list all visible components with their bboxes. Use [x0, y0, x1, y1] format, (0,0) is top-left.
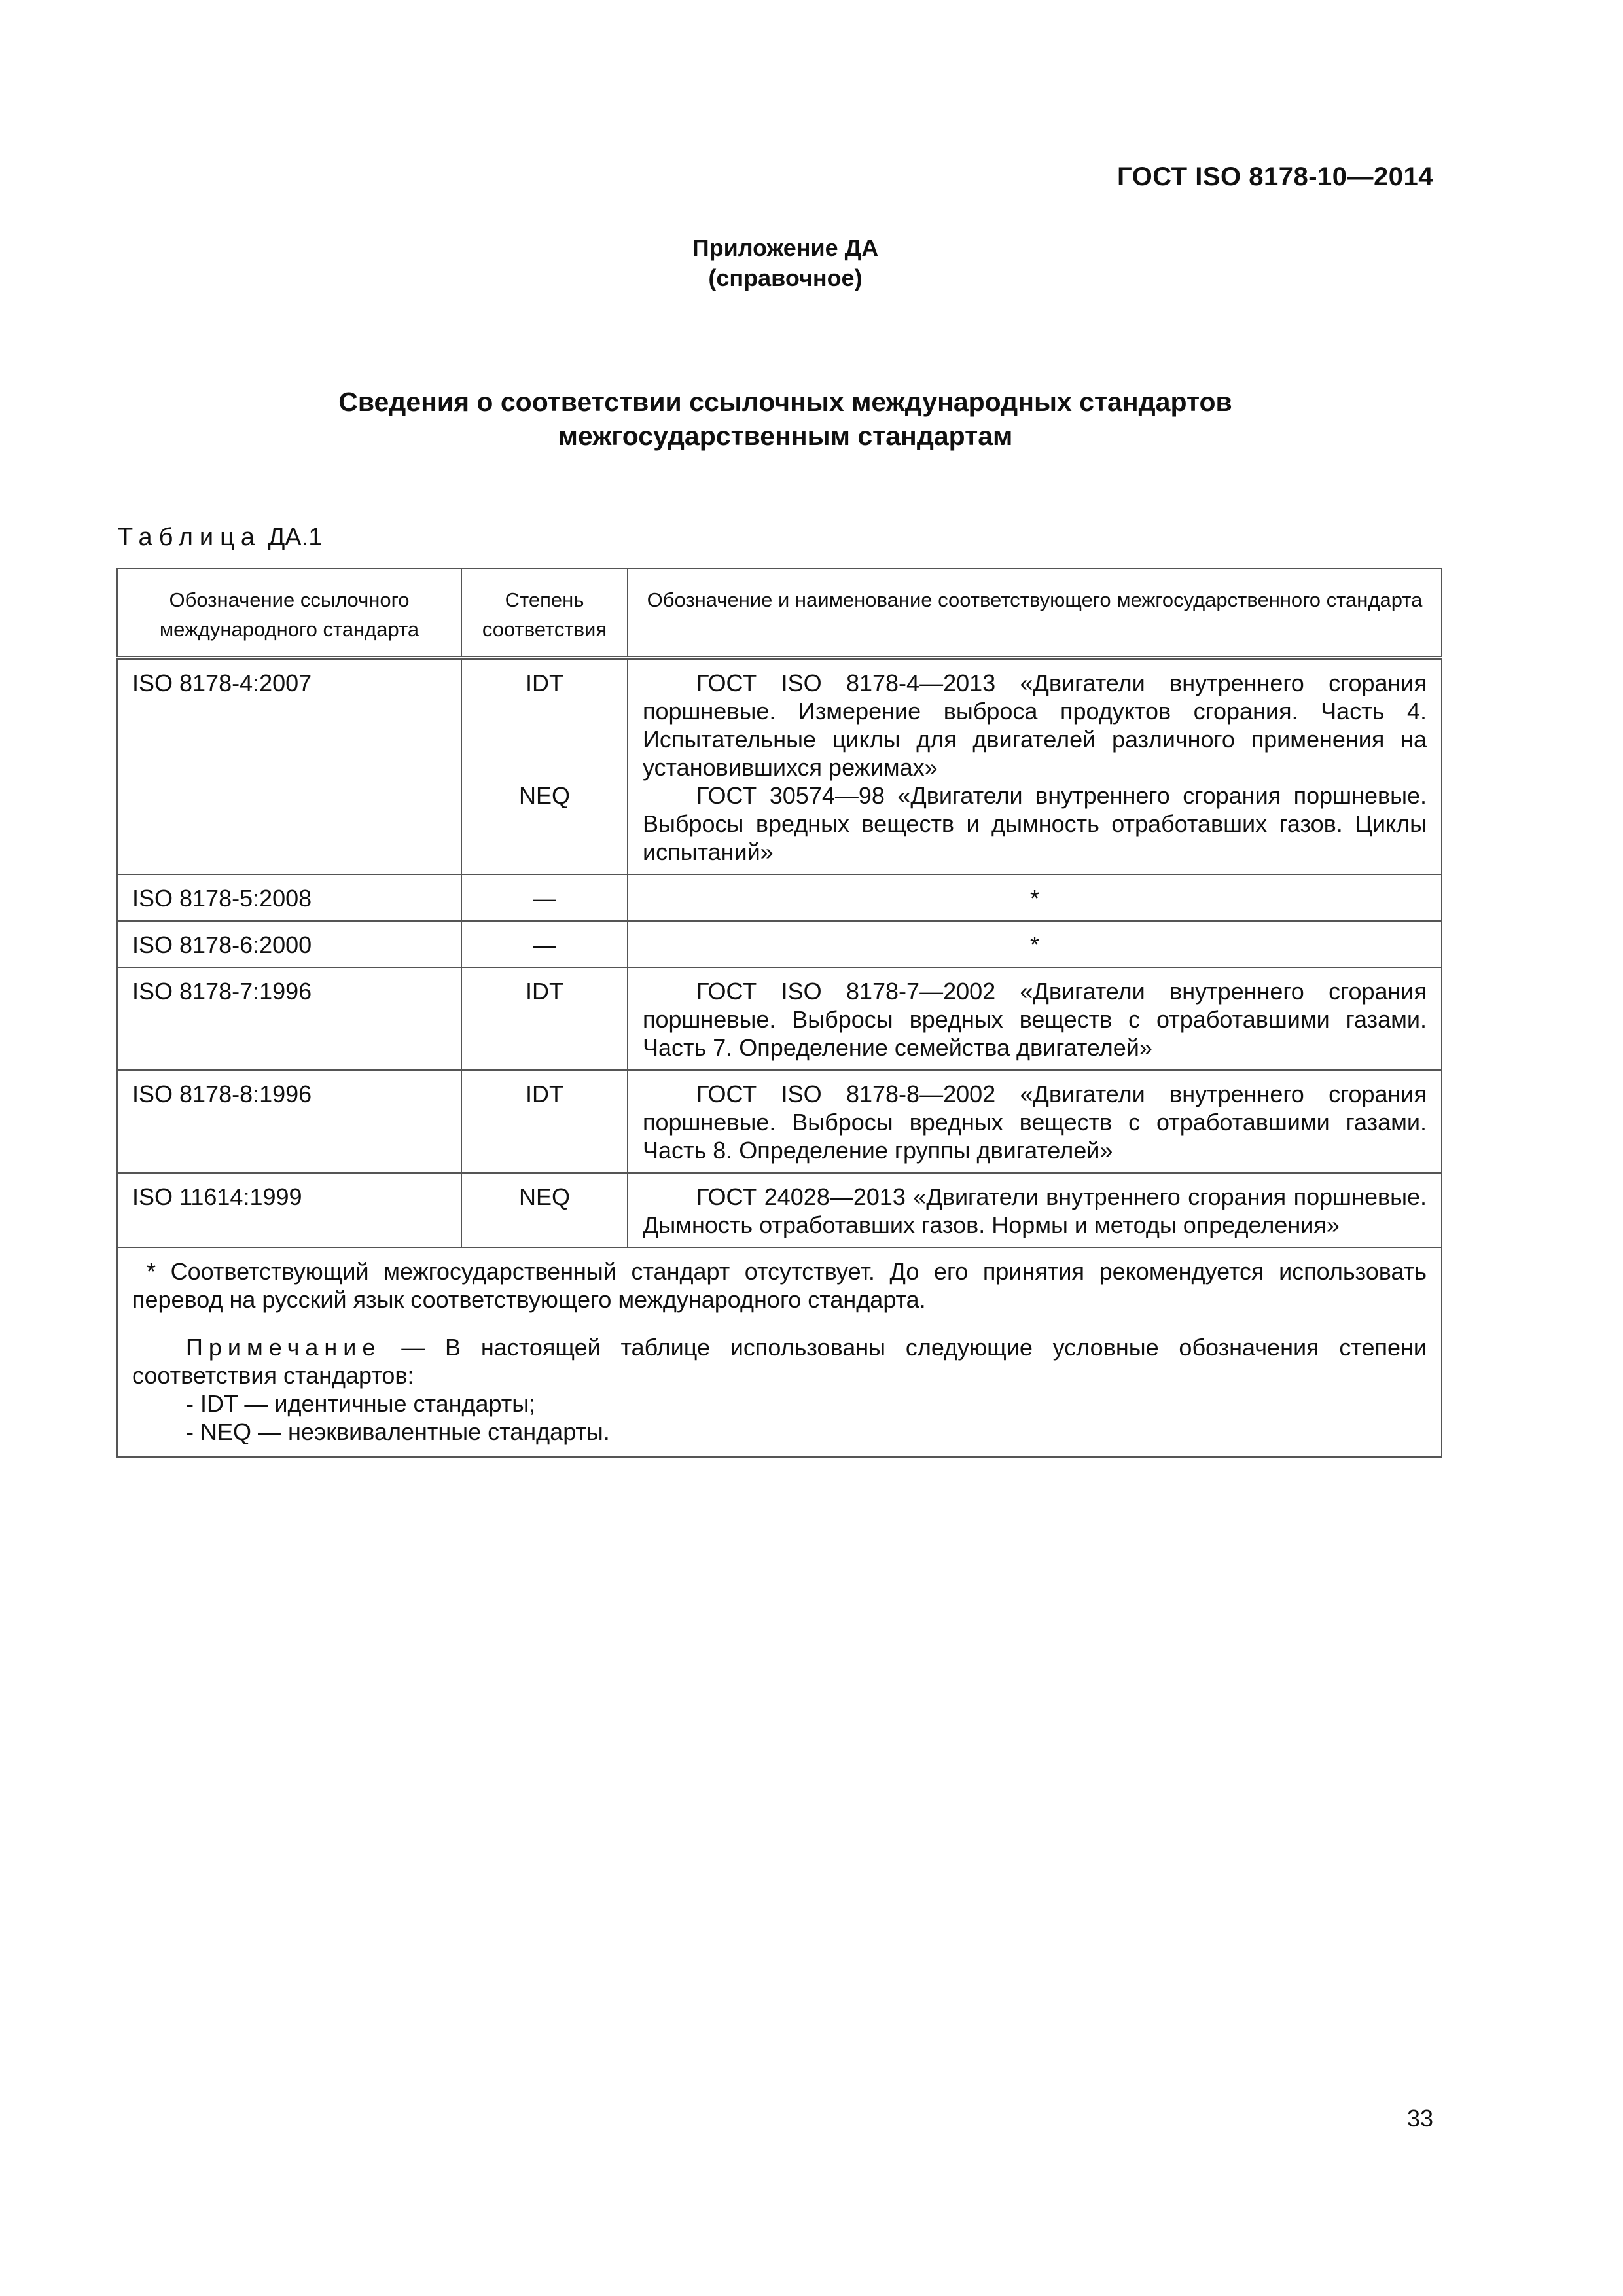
- table-row: [117, 1173, 1442, 1247]
- cell-reference: ISO 8178-4:2007: [117, 658, 461, 874]
- document-title-line-1: Сведения о соответствии ссылочных международных стандартов: [338, 387, 1232, 417]
- table-footnote: * Соответствующий межгосударственный стандарт отсутствует. До его принятия рекомендуется использовать перевод на русский язык соответствующего международного стандарта.: [132, 1258, 1427, 1313]
- appendix-heading: [0, 233, 1571, 293]
- table-footer-row: [117, 1247, 1442, 1457]
- cell-reference: ISO 8178-8:1996: [117, 1070, 461, 1173]
- page-number: 33: [1406, 2105, 1433, 2132]
- description-paragraph: ГОСТ ISO 8178-4—2013 «Двигатели внутреннего сгорания поршневые. Измерение выброса продуктов сгорания. Часть 4. Испытательные циклы для двигателей различного применения на установившихся режимах»: [643, 670, 1427, 781]
- cell-degree: [461, 658, 628, 874]
- cell-reference: ISO 8178-5:2008: [117, 874, 461, 921]
- description-paragraph: ГОСТ ISO 8178-7—2002 «Двигатели внутреннего сгорания поршневые. Выбросы вредных веществ с отработавшими газами. Часть 7. Определение семейства двигателей»: [643, 978, 1427, 1061]
- cell-degree: —: [461, 874, 628, 921]
- cell-degree: IDT: [461, 1070, 628, 1173]
- table-note: [132, 1333, 1427, 1390]
- table-caption-word: Таблица: [118, 524, 261, 551]
- note-label: Примечание: [186, 1334, 382, 1361]
- appendix-title: Приложение ДА: [692, 234, 879, 261]
- degree-spacer: [476, 697, 613, 781]
- table-row: [117, 967, 1442, 1070]
- cell-description: *: [628, 921, 1442, 967]
- table-footer-cell: [117, 1247, 1442, 1457]
- description-paragraph: ГОСТ 30574—98 «Двигатели внутреннего сгорания поршневые. Выбросы вредных веществ и дымность отработавших газов. Циклы испытаний»: [643, 782, 1427, 865]
- note-item-neq: - NEQ — неэквивалентные стандарты.: [186, 1418, 610, 1445]
- header-reference-standard: Обозначение ссылочного международного стандарта: [117, 569, 461, 658]
- cell-description: [628, 1173, 1442, 1247]
- table-row: [117, 921, 1442, 967]
- description-paragraph: ГОСТ 24028—2013 «Двигатели внутреннего сгорания поршневые. Дымность отработавших газов. Нормы и методы определения»: [643, 1183, 1427, 1238]
- table-row: [117, 1070, 1442, 1173]
- cell-reference: ISO 8178-7:1996: [117, 967, 461, 1070]
- table-row: [117, 874, 1442, 921]
- note-text: — В настоящей таблице использованы следующие условные обозначения степени соответствия стандартов:: [132, 1334, 1427, 1389]
- cell-description: [628, 1070, 1442, 1173]
- note-item-idt: - IDT — идентичные стандарты;: [186, 1390, 536, 1417]
- correspondence-table: [116, 568, 1442, 1458]
- appendix-type: (справочное): [708, 264, 863, 291]
- cell-degree: —: [461, 921, 628, 967]
- cell-reference: ISO 11614:1999: [117, 1173, 461, 1247]
- header-interstate-standard: Обозначение и наименование соответствующего межгосударственного стандарта: [628, 569, 1442, 658]
- table-header-row: [117, 569, 1442, 658]
- cell-reference: ISO 8178-6:2000: [117, 921, 461, 967]
- table-caption: [118, 524, 322, 552]
- correspondence-table-container: [116, 568, 1441, 1458]
- degree-value: NEQ: [518, 782, 570, 809]
- header-degree: Степень соответствия: [461, 569, 628, 658]
- table-row: [117, 658, 1442, 874]
- document-code: ГОСТ ISO 8178-10—2014: [1117, 162, 1433, 191]
- document-title: [0, 385, 1571, 453]
- description-paragraph: ГОСТ ISO 8178-8—2002 «Двигатели внутреннего сгорания поршневые. Выбросы вредных веществ с отработавшими газами. Часть 8. Определение группы двигателей»: [643, 1081, 1427, 1164]
- table-caption-number: ДА.1: [268, 524, 323, 551]
- cell-degree: NEQ: [461, 1173, 628, 1247]
- degree-value: IDT: [526, 670, 563, 696]
- cell-description: [628, 658, 1442, 874]
- cell-description: *: [628, 874, 1442, 921]
- cell-description: [628, 967, 1442, 1070]
- document-title-line-2: межгосударственным стандартам: [558, 421, 1013, 451]
- cell-degree: IDT: [461, 967, 628, 1070]
